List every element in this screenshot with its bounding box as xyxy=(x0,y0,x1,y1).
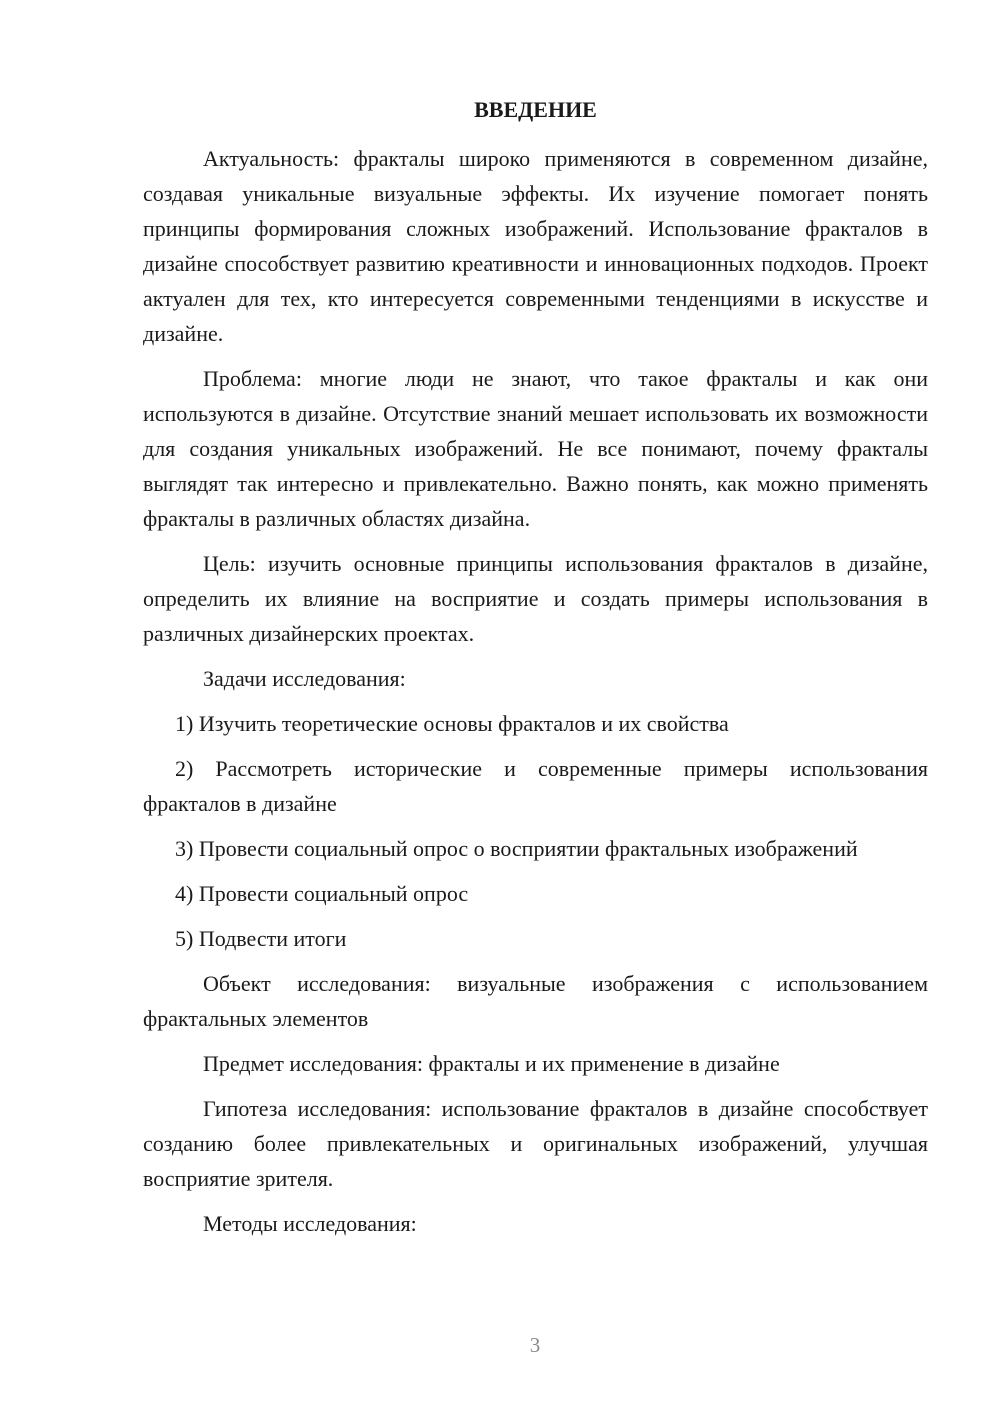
section-title: ВВЕДЕНИЕ xyxy=(474,97,597,122)
paragraph-subject: Предмет исследования: фракталы и их применение в дизайне xyxy=(203,1051,780,1076)
paragraph-methods: Методы исследования: xyxy=(203,1211,417,1236)
paragraph-goal: Цель: изучить основные принципы использования фракталов в дизайне, определить их влияние на восприятие и создать примеры использования в различных дизайнерских проектах. xyxy=(143,551,928,646)
paragraph-tasks-heading: Задачи исследования: xyxy=(203,666,406,691)
document-page xyxy=(143,95,928,1251)
page-number: 3 xyxy=(529,1333,541,1357)
paragraph-relevance: Актуальность: фракталы широко применяются в современном дизайне, создавая уникальные визуальные эффекты. Их изучение помогает понять принципы формирования сложных изображений. Использование фракталов в дизайне способствует развитию креативности и инновационных подходов. Проект актуален для тех, кто интересуется современными тенденциями в искусстве и дизайне. xyxy=(143,146,928,346)
task-item-4: 4) Провести социальный опрос xyxy=(175,881,469,906)
paragraph-object: Объект исследования: визуальные изображения с использованием фрактальных элементов xyxy=(143,971,928,1031)
task-item-2: 2) Рассмотреть исторические и современные примеры использования фракталов в дизайне xyxy=(143,756,928,816)
paragraph-problem: Проблема: многие люди не знают, что такое фракталы и как они используются в дизайне. Отсутствие знаний мешает использовать их возможности для создания уникальных изображений. Не все понимают, почему фракталы выглядят так интересно и привлекательно. Важно понять, как можно применять фракталы в различных областях дизайна. xyxy=(143,366,928,531)
task-item-1: 1) Изучить теоретические основы фракталов и их свойства xyxy=(175,711,729,736)
paragraph-hypothesis: Гипотеза исследования: использование фракталов в дизайне способствует созданию более привлекательных и оригинальных изображений, улучшая восприятие зрителя. xyxy=(143,1096,928,1191)
task-item-5: 5) Подвести итоги xyxy=(175,926,347,951)
task-item-3: 3) Провести социальный опрос о восприятии фрактальных изображений xyxy=(175,836,858,861)
